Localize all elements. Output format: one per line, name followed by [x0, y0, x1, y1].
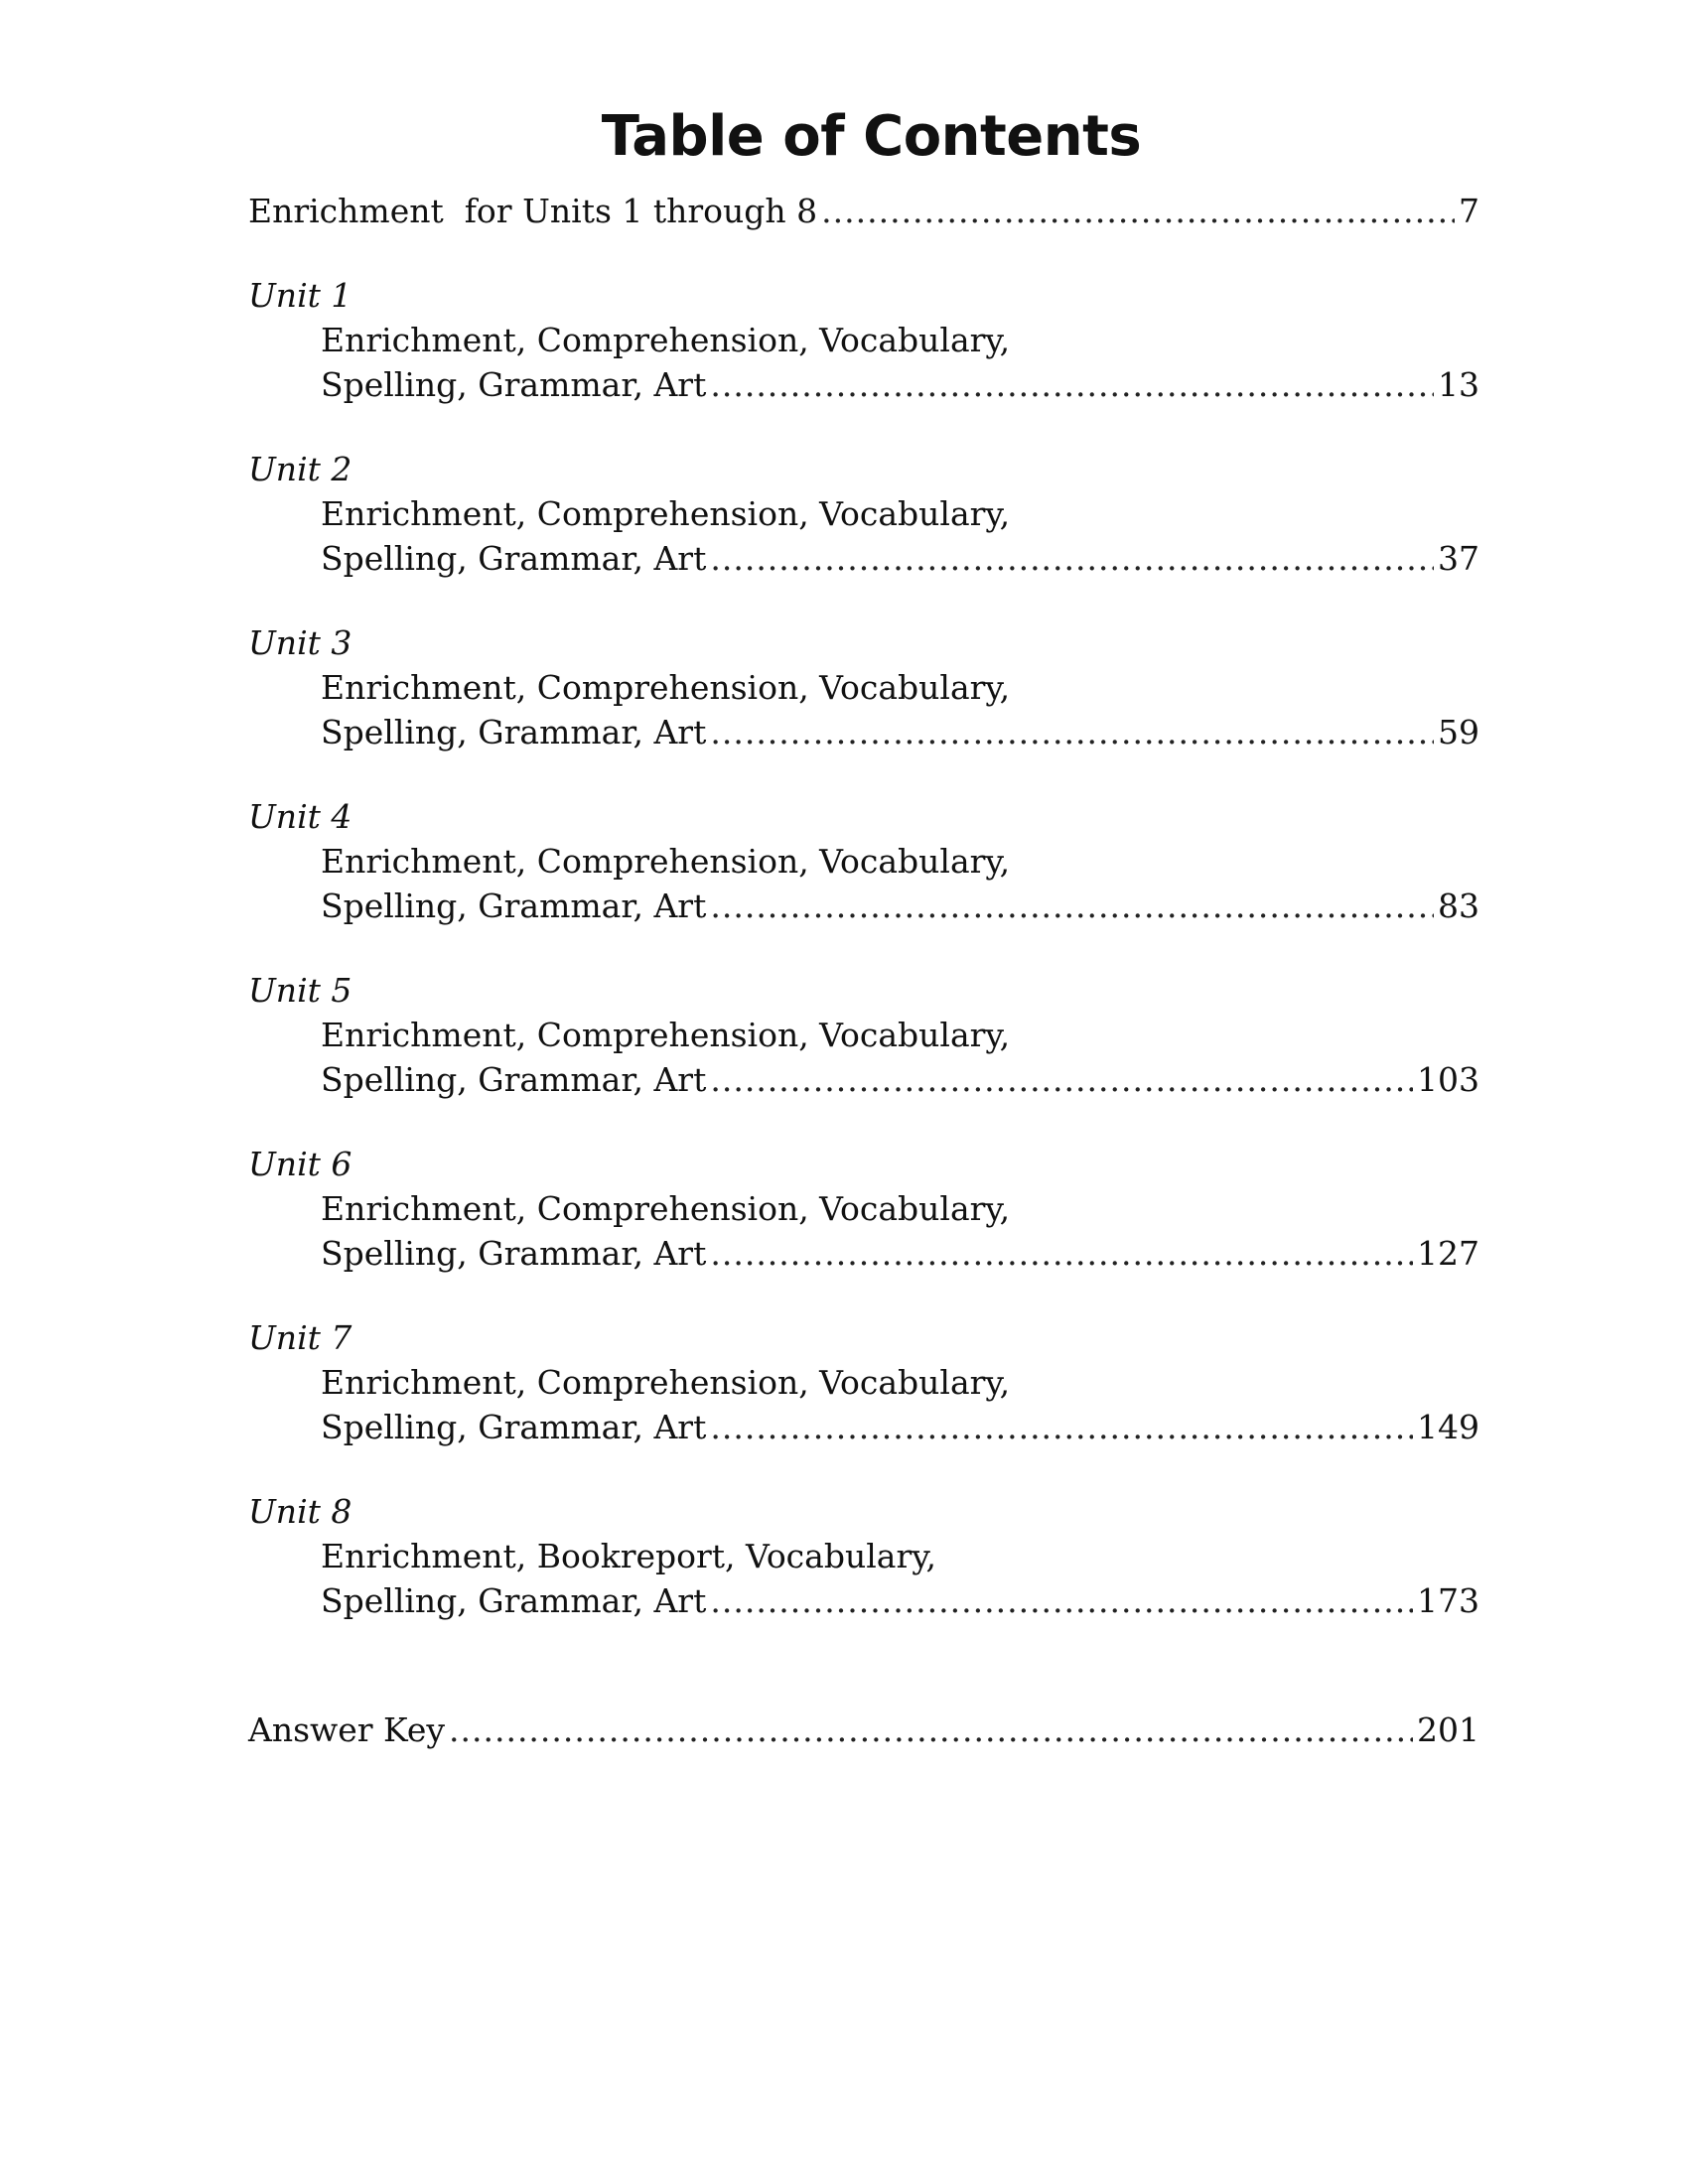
unit-line-text: Spelling, Grammar, Art: [321, 713, 707, 751]
toc-page-number: 83: [1438, 887, 1479, 925]
unit-line-text: Enrichment, Comprehension, Vocabulary,: [321, 842, 1011, 881]
dot-leader: [710, 884, 1434, 928]
unit-line-text: Spelling, Grammar, Art: [321, 1408, 707, 1446]
toc-entry-answer-key: [248, 1707, 1479, 1752]
unit-line-text: Spelling, Grammar, Art: [321, 1060, 707, 1099]
toc-page-number: 7: [1459, 192, 1479, 230]
unit-heading: Unit 1: [248, 276, 352, 315]
unit-heading: Unit 6: [248, 1145, 352, 1183]
unit-heading: Unit 7: [248, 1318, 352, 1357]
unit-line-text: Enrichment, Comprehension, Vocabulary,: [321, 494, 1011, 533]
unit-line-2: [321, 1405, 1479, 1449]
dot-leader: [821, 189, 1455, 233]
unit-heading: Unit 3: [248, 623, 352, 662]
unit-body: [248, 491, 1479, 581]
unit-line-2: [321, 884, 1479, 928]
unit-heading: Unit 5: [248, 971, 352, 1010]
unit-line-1: [321, 665, 1479, 710]
page-title: Table of Contents: [601, 104, 1142, 169]
unit-line-2: [321, 536, 1479, 581]
unit-line-1: [321, 318, 1479, 362]
unit-body: [248, 1013, 1479, 1102]
table-of-contents: [248, 189, 1479, 1752]
unit-line-text: Enrichment, Comprehension, Vocabulary,: [321, 1189, 1011, 1228]
toc-unit-3: [248, 620, 1479, 754]
unit-line-2: [321, 1231, 1479, 1276]
dot-leader: [710, 1405, 1413, 1449]
unit-line-text: Spelling, Grammar, Art: [321, 539, 707, 578]
unit-heading: Unit 4: [248, 797, 352, 836]
toc-unit-1: [248, 273, 1479, 407]
toc-page-number: 59: [1438, 713, 1479, 751]
toc-entry-label: Answer Key: [248, 1710, 445, 1749]
unit-line-1: [321, 1013, 1479, 1057]
unit-heading: Unit 2: [248, 450, 352, 488]
unit-line-text: Enrichment, Comprehension, Vocabulary,: [321, 668, 1011, 707]
unit-line-text: Enrichment, Comprehension, Vocabulary,: [321, 1016, 1011, 1054]
unit-line-text: Enrichment, Comprehension, Vocabulary,: [321, 321, 1011, 359]
dot-leader: [710, 362, 1434, 407]
toc-unit-2: [248, 447, 1479, 581]
unit-body: [248, 318, 1479, 407]
unit-body: [248, 839, 1479, 928]
dot-leader: [710, 536, 1434, 581]
unit-line-2: [321, 710, 1479, 754]
dot-leader: [449, 1707, 1413, 1752]
unit-line-2: [321, 1057, 1479, 1102]
unit-line-2: [321, 362, 1479, 407]
unit-line-1: [321, 1186, 1479, 1231]
toc-unit-8: [248, 1489, 1479, 1623]
toc-entry-enrichment-all-units: [248, 189, 1479, 233]
toc-unit-4: [248, 794, 1479, 928]
unit-body: [248, 1534, 1479, 1623]
unit-heading: Unit 8: [248, 1492, 352, 1531]
unit-line-1: [321, 1534, 1479, 1578]
toc-page-number: 149: [1417, 1408, 1479, 1446]
unit-line-1: [321, 491, 1479, 536]
unit-line-text: Enrichment, Bookreport, Vocabulary,: [321, 1537, 936, 1575]
unit-line-text: Spelling, Grammar, Art: [321, 887, 707, 925]
dot-leader: [710, 710, 1434, 754]
unit-line-text: Spelling, Grammar, Art: [321, 1234, 707, 1273]
unit-line-1: [321, 1360, 1479, 1405]
toc-unit-7: [248, 1315, 1479, 1449]
unit-line-text: Spelling, Grammar, Art: [321, 1581, 707, 1620]
toc-unit-6: [248, 1142, 1479, 1276]
toc-entry-label: Enrichment for Units 1 through 8: [248, 192, 818, 230]
toc-page-number: 37: [1438, 539, 1479, 578]
toc-page-number: 201: [1417, 1710, 1479, 1749]
dot-leader: [710, 1578, 1413, 1623]
toc-unit-5: [248, 968, 1479, 1102]
unit-body: [248, 1186, 1479, 1276]
dot-leader: [710, 1231, 1413, 1276]
unit-line-text: Spelling, Grammar, Art: [321, 365, 707, 404]
unit-line-text: Enrichment, Comprehension, Vocabulary,: [321, 1363, 1011, 1402]
toc-page-number: 13: [1438, 365, 1479, 404]
dot-leader: [710, 1057, 1413, 1102]
toc-page-number: 173: [1417, 1581, 1479, 1620]
unit-line-1: [321, 839, 1479, 884]
toc-page-number: 127: [1417, 1234, 1479, 1273]
unit-line-2: [321, 1578, 1479, 1623]
toc-page-number: 103: [1417, 1060, 1479, 1099]
unit-body: [248, 1360, 1479, 1449]
unit-body: [248, 665, 1479, 754]
